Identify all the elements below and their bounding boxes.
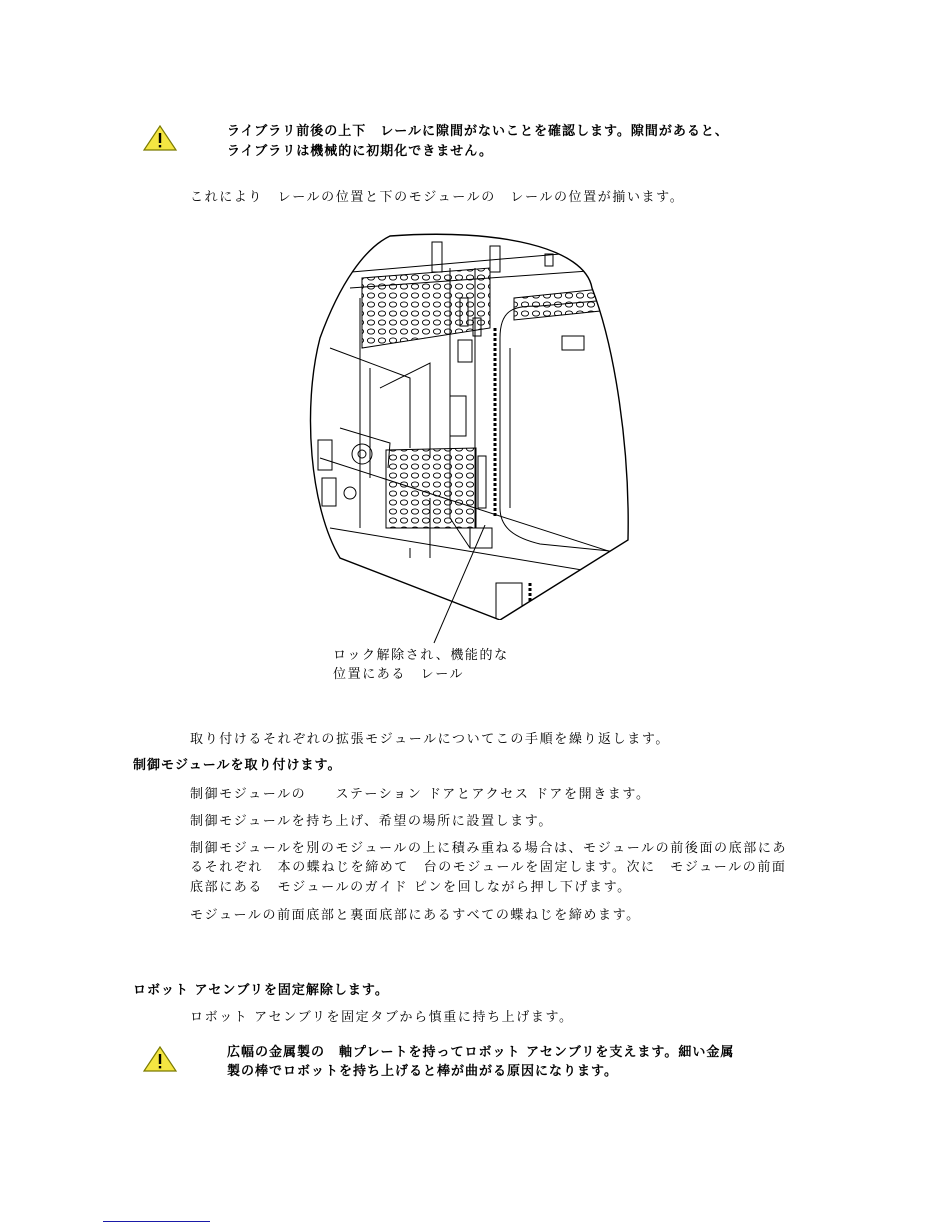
step-open-doors: 制御モジュールの ステーション ドアとアクセス ドアを開きます。: [190, 787, 651, 802]
step-tighten-screws: モジュールの前面底部と裏面底部にあるすべての蝶ねじを締めます。: [190, 908, 641, 923]
para-repeat: 取り付けるそれぞれの拡張モジュールについてこの手順を繰り返します。: [190, 732, 670, 747]
caution-triangle-icon: [142, 1045, 178, 1073]
callout-label-line2: 位置にある レール: [333, 667, 465, 682]
footer-rule: [103, 1221, 210, 1222]
caution1-line2: ライブラリは機械的に初期化できません。: [227, 144, 494, 159]
step-lift-module: 制御モジュールを持ち上げ、希望の場所に設置します。: [190, 814, 553, 829]
callout-leader-line: [430, 525, 490, 645]
para-alignment: これにより レールの位置と下のモジュールの レールの位置が揃います。: [190, 190, 685, 205]
heading-install-control-module: 制御モジュールを取り付けます。: [133, 758, 342, 773]
caution2-line1: 広幅の金属製の 軸プレートを持ってロボット アセンブリを支えます。細い金属: [227, 1045, 735, 1060]
caution2-line2: 製の棒でロボットを持ち上げると棒が曲がる原因になります。: [227, 1064, 618, 1079]
callout-label-line1: ロック解除され、機能的な: [333, 648, 509, 663]
step-stack-line3: 底部にある モジュールのガイド ピンを回しながら押し下げます。: [190, 880, 632, 895]
caution-triangle-icon: [142, 124, 178, 152]
step-stack-line1: 制御モジュールを別のモジュールの上に積み重ねる場合は、モジュールの前後面の底部にあ: [190, 841, 788, 856]
step-stack-line2: るそれぞれ 本の蝶ねじを締めて 台のモジュールを固定します。次に モジュールの前面: [190, 860, 787, 875]
heading-unlock-robot: ロボット アセンブリを固定解除します。: [133, 983, 389, 998]
caution1-line1: ライブラリ前後の上下 レールに隙間がないことを確認します。隙間があると、: [227, 124, 729, 139]
para-lift-robot: ロボット アセンブリを固定タブから慎重に持ち上げます。: [190, 1010, 574, 1025]
